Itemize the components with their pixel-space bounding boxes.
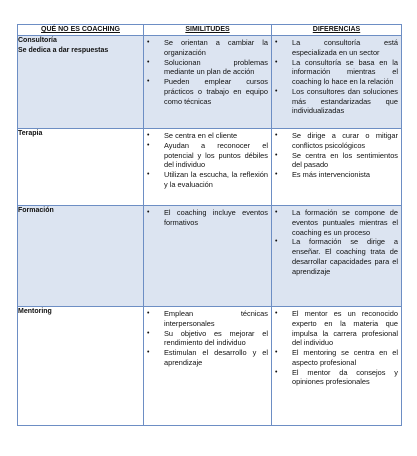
concept-subtitle: Se dedica a dar respuestas [18,46,109,54]
list-item: • El mentor da consejos y opiniones profesionales [275,367,398,387]
list-item: • El mentor es un reconocido experto en la materia que impulsa la carrera profesional del individuo [275,309,398,348]
list-item: • Su objetivo es mejorar el rendimiento del individuo [147,328,268,348]
header-que-no-es-coaching: QUÉ NO ES COACHING [18,25,144,36]
similitudes-cell [144,129,272,206]
list-item: • Estimulan el desarrollo y el aprendizaje [147,348,268,367]
concept-cell [18,307,144,426]
table-row [18,36,402,129]
bullet-icon: • [275,238,278,246]
list-item: • La consultoría está especializada en un sector [275,38,398,57]
similitudes-cell [144,206,272,307]
list-item: • Pueden emplear cursos prácticos o trabajo en equipo como técnicas [147,77,268,106]
bullet-icon: • [147,310,150,317]
diferencias-list [272,206,401,276]
header-similitudes: SIMILITUDES [144,25,272,36]
diferencias-list [272,36,401,116]
list-item: • Se centra en el cliente [147,131,238,140]
bullet-icon: • [147,141,150,149]
list-item: • Los consultores dan soluciones más estandarizadas que individualizadas [275,86,398,116]
table-row [18,206,402,307]
bullet-icon: • [275,39,278,46]
list-item: • Es más intervencionista [275,170,371,180]
list-item: • El coaching incluye eventos formativos [147,208,268,227]
diferencias-cell [272,206,402,307]
bullet-icon: • [147,349,150,357]
concept-title: Terapia [18,130,43,137]
table-row [18,129,402,206]
similitudes-list [144,206,271,228]
list-item: • Se centra en los sentimientos del pasado [275,150,398,170]
bullet-icon: • [147,171,150,179]
header-row [18,25,402,36]
diferencias-list [272,307,401,387]
bullet-icon: • [147,78,150,86]
bullet-icon: • [147,58,150,66]
concept-cell [18,206,144,307]
bullet-icon: • [275,151,278,159]
bullet-icon: • [147,209,150,216]
concept-title: Formación [18,207,54,214]
bullet-icon: • [147,39,150,46]
list-item: • La formación se compone de eventos puntuales mientras el coaching es un proceso [275,208,398,237]
list-item: • Se orientan a cambiar la organización [147,38,268,57]
list-item: • Se dirige a curar o mitigar conflictos psicológicos [275,131,398,150]
diferencias-cell [272,307,402,426]
header-diferencias: DIFERENCIAS [272,25,402,36]
bullet-icon: • [275,368,278,376]
list-item: • Ayudan a reconocer el potencial y los puntos débiles del individuo [147,140,268,170]
comparison-table [17,24,402,426]
diferencias-cell [272,36,402,129]
bullet-icon: • [275,87,278,95]
similitudes-list [144,307,271,368]
list-item: • Emplean técnicas interpersonales [147,309,268,328]
list-item: • La formación se dirige a enseñar. El coaching trata de desarrollar capacidades para el aprendizaje [275,237,398,276]
bullet-icon: • [275,310,278,317]
list-item: • Utilizan la escucha, la reflexión y la evaluación [147,170,268,189]
diferencias-cell [272,129,402,206]
bullet-icon: • [147,329,150,337]
similitudes-list [144,129,271,190]
list-item: • Solucionan problemas mediante un plan de acción [147,57,268,77]
list-item: • La consultoría se basa en la información mientras el coaching lo hace en la relación [275,57,398,87]
similitudes-list [144,36,271,106]
bullet-icon: • [147,132,150,139]
bullet-icon: • [275,349,278,357]
bullet-icon: • [275,58,278,66]
concept-title: Consultoría [18,37,57,44]
list-item: • El mentoring se centra en el aspecto profesional [275,348,398,367]
similitudes-cell [144,36,272,129]
bullet-icon: • [275,209,278,216]
concept-cell [18,36,144,129]
table-row [18,307,402,426]
bullet-icon: • [275,132,278,139]
concept-cell [18,129,144,206]
diferencias-list [272,129,401,180]
similitudes-cell [144,307,272,426]
concept-title: Mentoring [18,308,52,315]
bullet-icon: • [275,171,278,179]
